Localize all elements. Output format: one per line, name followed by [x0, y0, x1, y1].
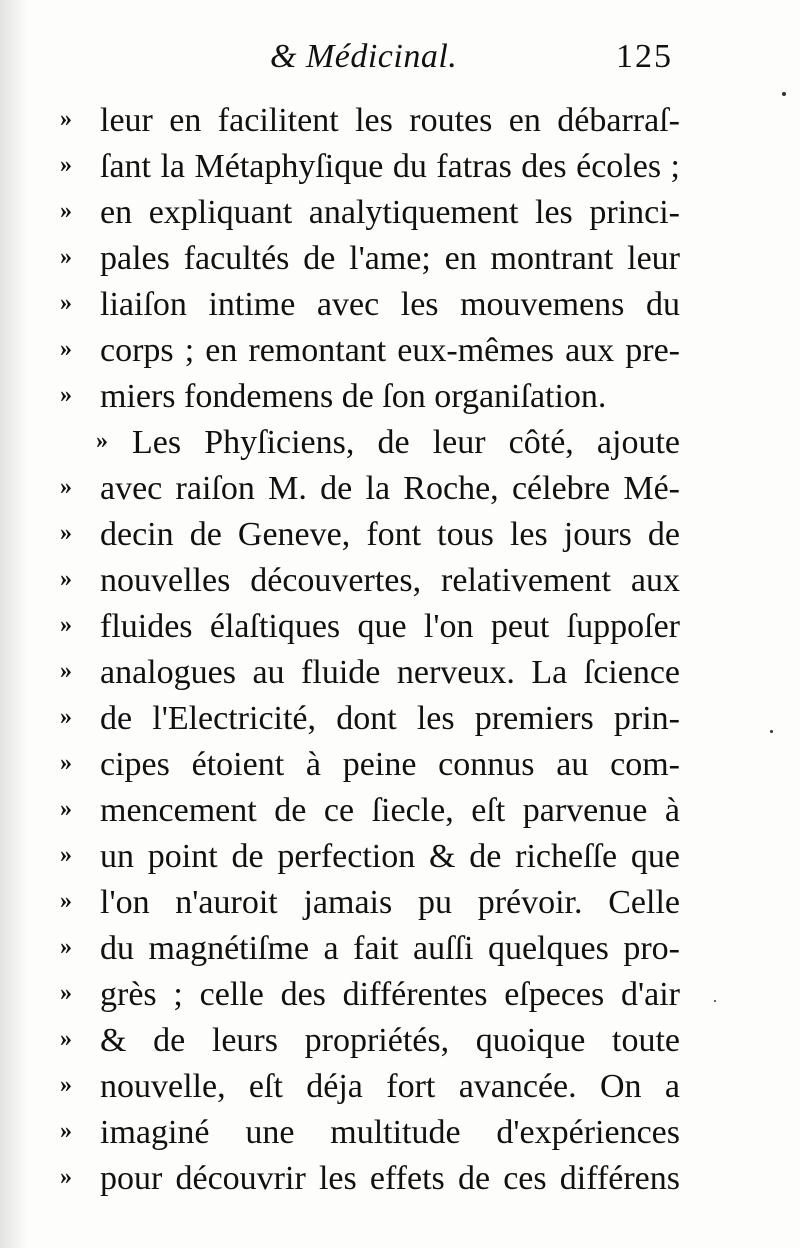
line-text: en expliquant analytiquement les princi-	[100, 194, 680, 231]
line-text: pales facultés de l'ame; en montrant leur	[100, 240, 680, 277]
line-text: du magnétiſme a fait auſſi quelques pro-	[100, 930, 680, 967]
text-line	[0, 742, 800, 788]
text-line	[0, 1156, 800, 1202]
quote-mark: »	[60, 612, 69, 638]
page-number: 125	[616, 38, 673, 75]
text-line	[0, 328, 800, 374]
quote-mark: »	[60, 1164, 69, 1190]
quote-mark: »	[60, 336, 69, 362]
line-text: decin de Geneve, font tous les jours de	[100, 516, 680, 553]
quote-mark: »	[60, 566, 69, 592]
quote-mark: »	[60, 244, 69, 270]
text-line	[0, 282, 800, 328]
quote-mark: »	[60, 1072, 69, 1098]
line-text: analogues au fluide nerveux. La ſcience	[100, 654, 680, 691]
quote-mark: »	[60, 888, 69, 914]
quote-mark: »	[60, 382, 69, 408]
line-text: nouvelle, eſt déja fort avancée. On a	[100, 1068, 680, 1105]
quote-mark: »	[60, 658, 69, 684]
text-line	[0, 466, 800, 512]
text-line	[0, 236, 800, 282]
line-text: & de leurs propriétés, quoique toute	[100, 1022, 680, 1059]
quote-mark: »	[60, 980, 69, 1006]
running-head: & Médicinal.	[270, 38, 458, 75]
line-text: imaginé une multitude d'expériences	[100, 1114, 680, 1151]
text-line	[0, 880, 800, 926]
quote-mark: »	[60, 1118, 69, 1144]
text-line	[0, 420, 800, 466]
line-text: l'on n'auroit jamais pu prévoir. Celle	[100, 884, 680, 921]
text-line	[0, 98, 800, 144]
quote-mark: »	[60, 152, 69, 178]
text-line	[0, 696, 800, 742]
line-text: pour découvrir les effets de ces différens	[100, 1160, 680, 1197]
text-line	[0, 926, 800, 972]
text-line	[0, 834, 800, 880]
line-text: de l'Electricité, dont les premiers prin-	[100, 700, 680, 737]
text-line	[0, 650, 800, 696]
quote-mark: »	[60, 198, 69, 224]
quote-mark: »	[60, 106, 69, 132]
line-text: grès ; celle des différentes eſpeces d'air	[100, 976, 680, 1013]
line-text: un point de perfection & de richeſſe que	[100, 838, 680, 875]
text-line	[0, 1064, 800, 1110]
text-line	[0, 512, 800, 558]
text-line	[0, 788, 800, 834]
quote-mark: »	[96, 428, 105, 454]
quote-mark: »	[60, 934, 69, 960]
line-text: leur en facilitent les routes en débarraſ-	[100, 102, 680, 139]
text-line	[0, 604, 800, 650]
ink-speck	[770, 730, 773, 733]
quote-mark: »	[60, 474, 69, 500]
line-text: ſant la Métaphyſique du fatras des écoles ;	[100, 148, 680, 185]
quote-mark: »	[60, 704, 69, 730]
ink-speck	[782, 92, 786, 96]
quote-mark: »	[60, 290, 69, 316]
text-line	[0, 972, 800, 1018]
line-text: corps ; en remontant eux-mêmes aux pre-	[100, 332, 680, 369]
line-text: mencement de ce ſiecle, eſt parvenue à	[100, 792, 680, 829]
line-text: fluides élaſtiques que l'on peut ſuppoſer	[100, 608, 680, 645]
line-text: nouvelles découvertes, relativement aux	[100, 562, 680, 599]
quote-mark: »	[60, 750, 69, 776]
text-line	[0, 1018, 800, 1064]
text-line	[0, 144, 800, 190]
quote-mark: »	[60, 842, 69, 868]
text-line	[0, 190, 800, 236]
text-line	[0, 558, 800, 604]
quote-mark: »	[60, 520, 69, 546]
text-line	[0, 1110, 800, 1156]
quote-mark: »	[60, 1026, 69, 1052]
line-text: cipes étoient à peine connus au com-	[100, 746, 680, 783]
page-header	[0, 38, 800, 88]
line-text: miers fondemens de ſon organiſation.	[100, 378, 607, 415]
text-line	[0, 374, 800, 420]
ink-speck	[714, 1000, 716, 1002]
quote-mark: »	[60, 796, 69, 822]
line-text: Les Phyſiciens, de leur côté, ajoute	[132, 424, 680, 461]
line-text: liaiſon intime avec les mouvemens du	[100, 286, 680, 323]
line-text: avec raiſon M. de la Roche, célebre Mé-	[100, 470, 680, 507]
